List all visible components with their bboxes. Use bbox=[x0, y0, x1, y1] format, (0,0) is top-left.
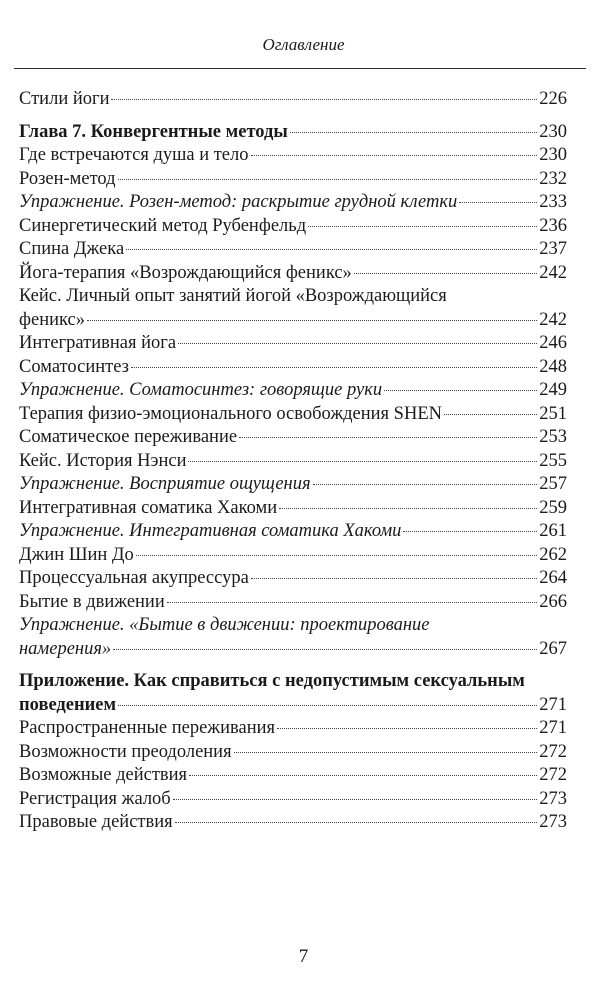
toc-entry bbox=[19, 497, 567, 521]
dot-leader bbox=[384, 390, 537, 391]
header-rule bbox=[14, 68, 586, 69]
toc-entry-page: 262 bbox=[539, 544, 567, 565]
toc-entry bbox=[19, 544, 567, 568]
toc-entry-title: Кейс. История Нэнси bbox=[19, 450, 187, 471]
toc-entry-title: Процессуальная акупрессура bbox=[19, 568, 249, 588]
toc-entry-title: Интегративная соматика Хакоми bbox=[19, 497, 278, 518]
toc-entry-page: 257 bbox=[539, 474, 567, 494]
dot-leader bbox=[136, 555, 537, 556]
dot-leader bbox=[290, 132, 537, 133]
toc-exercise-entry bbox=[19, 379, 567, 403]
toc-entry-page: 232 bbox=[539, 168, 567, 189]
toc-entry-title: Упражнение. Интегративная соматика Хакоми bbox=[19, 521, 402, 541]
toc-entry-title: Регистрация жалоб bbox=[19, 788, 171, 809]
toc-entry bbox=[19, 88, 567, 112]
toc-entry-page: 273 bbox=[539, 812, 567, 832]
dot-leader bbox=[173, 799, 538, 800]
toc-entry-page: 233 bbox=[539, 192, 567, 212]
toc-entry-title: Розен-метод bbox=[19, 168, 116, 189]
dot-leader bbox=[234, 752, 538, 753]
toc-entry-title: Йога-терапия «Возрождающийся феникс» bbox=[19, 262, 352, 283]
toc-entry-title: Распространенные переживания bbox=[19, 718, 276, 738]
running-head: Оглавление bbox=[262, 35, 345, 54]
toc-entry-first-line: Упражнение. «Бытие в движении: проектирование bbox=[19, 615, 430, 635]
toc-entry bbox=[19, 262, 567, 286]
toc-entry bbox=[19, 238, 567, 262]
toc-entry-title: Возможные действия bbox=[19, 765, 188, 785]
dot-leader bbox=[444, 414, 537, 415]
toc-entry-page: 237 bbox=[539, 239, 567, 259]
toc-entry-title: Интегративная йога bbox=[19, 333, 177, 353]
toc-entry bbox=[19, 788, 567, 812]
toc-entry-title: Бытие в движении bbox=[19, 591, 165, 612]
toc-entry-title: Правовые действия bbox=[19, 812, 173, 832]
toc-entry-first-line: Приложение. Как справиться с недопустимым сексуальным bbox=[19, 671, 525, 691]
toc-entry bbox=[19, 215, 567, 239]
toc-entry-title: поведением bbox=[19, 694, 117, 715]
toc-entry-page: 242 bbox=[539, 309, 567, 330]
toc-entry-page: 272 bbox=[539, 765, 567, 785]
toc-entry-page: 253 bbox=[539, 427, 567, 447]
toc-entry-page: 226 bbox=[539, 89, 567, 109]
page-number: 7 bbox=[298, 946, 309, 967]
dot-leader bbox=[277, 728, 537, 729]
toc-entry bbox=[19, 591, 567, 615]
toc-entry bbox=[19, 403, 567, 427]
dot-leader bbox=[87, 320, 537, 321]
toc-entry bbox=[19, 450, 567, 474]
toc-exercise-entry bbox=[19, 191, 567, 215]
toc-entry-title: Стили йоги bbox=[19, 89, 110, 109]
toc-entry-title: Упражнение. Розен-метод: раскрытие грудной клетки bbox=[19, 192, 458, 212]
toc-entry bbox=[19, 811, 567, 835]
dot-leader bbox=[239, 437, 537, 438]
toc-entry-page: 236 bbox=[539, 215, 567, 236]
dot-leader bbox=[251, 155, 538, 156]
dot-leader bbox=[354, 273, 537, 274]
dot-leader bbox=[403, 531, 537, 532]
toc-entry-page: 230 bbox=[539, 121, 567, 142]
toc-entry-page: 267 bbox=[539, 638, 567, 659]
toc-entry bbox=[19, 168, 567, 192]
toc-entry-title: феникс» bbox=[19, 309, 85, 330]
toc-entry-page: 272 bbox=[539, 741, 567, 762]
toc-entry bbox=[19, 426, 567, 450]
toc-entry-page: 271 bbox=[539, 694, 567, 715]
toc-entry bbox=[19, 309, 567, 333]
toc-entry-title: намерения» bbox=[19, 638, 112, 659]
dot-leader bbox=[131, 367, 537, 368]
toc-entry-first-line: Кейс. Личный опыт занятий йогой «Возрождающийся bbox=[19, 286, 447, 306]
toc-entry-page: 249 bbox=[539, 380, 567, 400]
toc-chapter-entry bbox=[19, 121, 567, 145]
dot-leader bbox=[188, 461, 537, 462]
toc-entry-page: 255 bbox=[539, 450, 567, 471]
dot-leader bbox=[175, 822, 538, 823]
toc-chapter-entry bbox=[19, 694, 567, 718]
toc-exercise-entry bbox=[19, 473, 567, 497]
toc-exercise-entry bbox=[19, 520, 567, 544]
dot-leader bbox=[118, 705, 537, 706]
dot-leader bbox=[189, 775, 537, 776]
toc-entry bbox=[19, 332, 567, 356]
toc-entry-page: 261 bbox=[539, 521, 567, 541]
dot-leader bbox=[167, 602, 538, 603]
dot-leader bbox=[178, 343, 537, 344]
toc-entry-title: Соматосинтез bbox=[19, 356, 129, 377]
toc-entry-page: 266 bbox=[539, 591, 567, 612]
toc-entry-page: 273 bbox=[539, 788, 567, 809]
dot-leader bbox=[459, 202, 537, 203]
toc-entry bbox=[19, 741, 567, 765]
toc-entry bbox=[19, 764, 567, 788]
toc-entry-title: Упражнение. Соматосинтез: говорящие руки bbox=[19, 380, 383, 400]
toc-entry-title: Упражнение. Восприятие ощущения bbox=[19, 474, 311, 494]
dot-leader bbox=[308, 226, 537, 227]
toc-entry-page: 246 bbox=[539, 333, 567, 353]
toc-entry bbox=[19, 567, 567, 591]
dot-leader bbox=[251, 578, 537, 579]
toc-entry-page: 264 bbox=[539, 568, 567, 588]
toc-entry-title: Спина Джека bbox=[19, 239, 125, 259]
toc-entry-title: Терапия физио-эмоционального освобождения SHEN bbox=[19, 403, 442, 424]
toc-entry-page: 271 bbox=[539, 718, 567, 738]
toc-entry-page: 251 bbox=[539, 403, 567, 424]
toc-entry-page: 248 bbox=[539, 356, 567, 377]
toc-entry-page: 259 bbox=[539, 497, 567, 518]
toc-entry-page: 230 bbox=[539, 145, 567, 165]
table-of-contents bbox=[19, 88, 567, 835]
toc-entry bbox=[19, 356, 567, 380]
dot-leader bbox=[118, 179, 538, 180]
dot-leader bbox=[126, 249, 537, 250]
toc-entry-title: Где встречаются душа и тело bbox=[19, 145, 249, 165]
toc-entry bbox=[19, 144, 567, 168]
toc-entry-title: Синергетический метод Рубенфельд bbox=[19, 215, 307, 236]
dot-leader bbox=[279, 508, 537, 509]
toc-entry-title: Возможности преодоления bbox=[19, 741, 232, 762]
toc-exercise-entry bbox=[19, 638, 567, 662]
toc-entry-title: Джин Шин До bbox=[19, 544, 134, 565]
dot-leader bbox=[313, 484, 538, 485]
dot-leader bbox=[113, 649, 537, 650]
toc-entry-title: Глава 7. Конвергентные методы bbox=[19, 121, 288, 142]
toc-entry-page: 242 bbox=[539, 262, 567, 283]
toc-entry-title: Соматическое переживание bbox=[19, 427, 238, 447]
toc-entry bbox=[19, 717, 567, 741]
dot-leader bbox=[111, 99, 537, 100]
